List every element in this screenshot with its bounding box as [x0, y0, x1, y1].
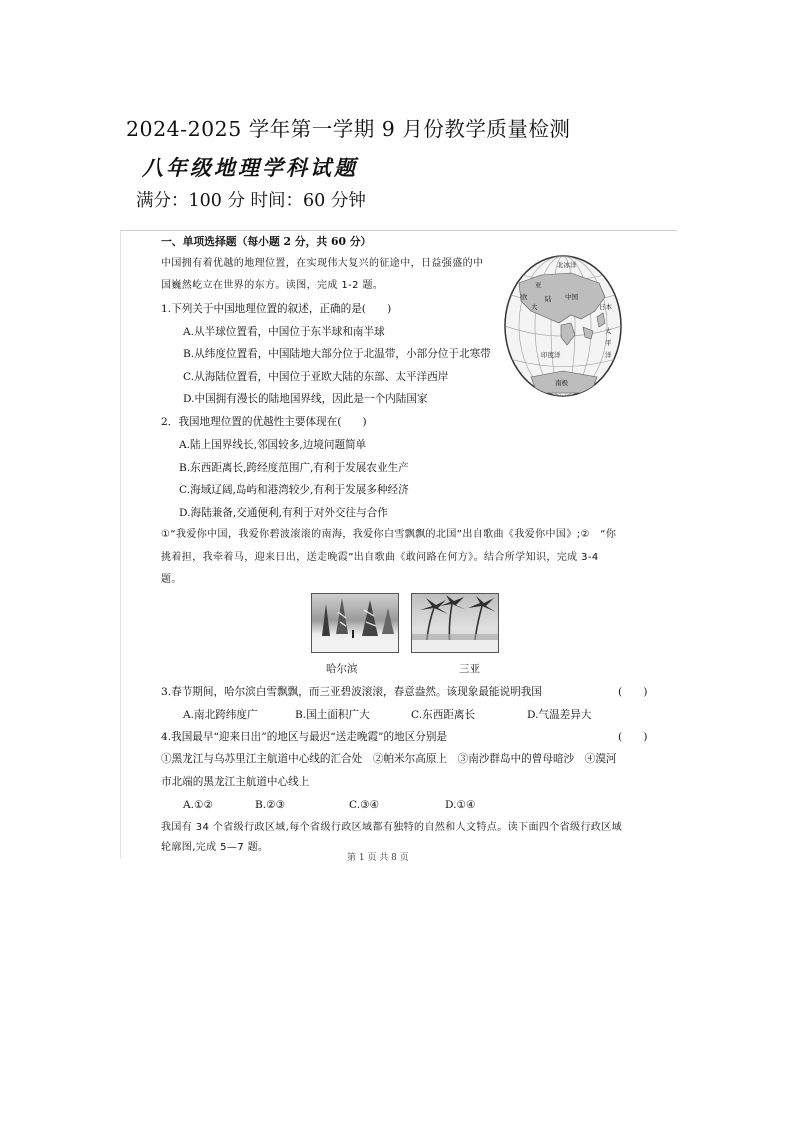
globe-label-tai: 太	[605, 327, 612, 335]
harbin-caption: 哈尔滨	[326, 663, 358, 675]
section-heading: 一、单项选择题（每小题 2 分，共 60 分）	[161, 235, 372, 248]
q4-detail-line-2: 市北端的黑龙江主航道中心线上	[161, 776, 310, 788]
q4-detail-line-1: ①黑龙江与乌苏里江主航道中心线的汇合处 ②帕米尔高原上 ③南沙群岛中的曾母暗沙 ④漠河	[161, 753, 617, 765]
q2-option-b: B.东西距离长,跨经度范围广,有利于发展农业生产	[179, 462, 409, 474]
globe-label-yang: 洋	[605, 351, 612, 359]
intro1-line-1: 中国拥有着优越的地理位置，在实现伟大复兴的征途中，日益强盛的中	[161, 258, 484, 269]
globe-label-ping: 平	[605, 339, 612, 347]
q4-option-a: A.①②	[183, 799, 214, 811]
q1-option-a: A.从半球位置看，中国位于东半球和南半球	[183, 326, 385, 338]
exam-subtitle: 八年级地理学科试题	[142, 155, 358, 180]
globe-map	[501, 253, 625, 399]
q4-answer-paren: ( )	[618, 731, 648, 743]
q3-stem: 3.春节期间，哈尔滨白雪飘飘，而三亚碧波滚滚，春意盎然。该现象最能说明我国	[161, 686, 542, 698]
q3-answer-paren: ( )	[618, 686, 648, 698]
globe-label-ou: 欧	[521, 293, 528, 301]
q3-option-b: B.国土面积广大	[295, 709, 370, 721]
globe-label-japan: 日本	[599, 303, 612, 311]
q4-option-b: B.②③	[255, 799, 286, 811]
exam-meta: 满分：100 分 时间：60 分钟	[136, 191, 366, 211]
q3-option-a: A.南北跨纬度广	[183, 709, 258, 721]
q4-stem: 4.我国最早“迎来日出”的地区与最迟“送走晚霞”的地区分别是	[161, 731, 448, 743]
intro2-line-3: 题。	[161, 574, 182, 585]
globe-label-arctic: 北冰洋	[557, 261, 577, 269]
scanned-page	[120, 230, 677, 863]
globe-label-lu: 陆	[545, 295, 552, 303]
intro1-line-2: 国巍然屹立在世界的东方。读图，完成 1-2 题。	[161, 280, 384, 291]
intro3-line-1: 我国有 34 个省级行政区域,每个省级行政区域都有独特的自然和人文特点。读下面四个省级行政区域	[161, 822, 623, 833]
q1-option-b: B.从纬度位置看，中国陆地大部分位于北温带，小部分位于北寒带	[183, 348, 491, 360]
q2-option-c: C.海域辽阔,岛屿和港湾较少,有利于发展多种经济	[179, 484, 409, 496]
globe-label-indian-ocean: 印度洋	[541, 351, 561, 359]
q2-option-d: D.海陆兼备,交通便利,有利于对外交往与合作	[179, 507, 388, 519]
harbin-photo	[311, 593, 399, 653]
q1-option-c: C.从海陆位置看，中国位于亚欧大陆的东部、太平洋西岸	[183, 371, 449, 383]
globe-label-china: 中国	[565, 293, 578, 301]
q3-option-c: C.东西距离长	[411, 709, 476, 721]
q1-option-d: D.中国拥有漫长的陆地国界线，因此是一个内陆国家	[183, 393, 428, 405]
intro2-line-1: ①“我爱你中国，我爱你碧波滚滚的南海，我爱你白雪飘飘的北国”出自歌曲《我爱你中国》;② “你	[161, 529, 617, 540]
sanya-photo	[411, 593, 499, 653]
q2-option-a: A.陆上国界线长,邻国较多,边境问题简单	[179, 439, 367, 451]
globe-label-da: 大	[531, 303, 538, 311]
q3-option-d: D.气温差异大	[527, 709, 592, 721]
globe-label-antarctica: 南极	[555, 379, 568, 387]
intro3-line-2: 轮廓图,完成 5—7 题。	[161, 842, 269, 853]
page-footer: 第 1 页 共 8 页	[347, 853, 409, 863]
q1-stem: 1.下列关于中国地理位置的叙述，正确的是( )	[161, 303, 392, 315]
q2-stem: 2．我国地理位置的优越性主要体现在( )	[161, 416, 367, 428]
sanya-caption: 三亚	[459, 663, 480, 675]
exam-title: 2024-2025 学年第一学期 9 月份教学质量检测	[126, 117, 571, 141]
intro2-line-2: 挑着担，我牵着马，迎来日出，送走晚霞”出自歌曲《敢问路在何方》。结合所学知识，完成 3-4	[161, 552, 599, 563]
q4-option-d: D.①④	[445, 799, 476, 811]
globe-label-ya: 亚	[535, 281, 542, 289]
q4-option-c: C.③④	[349, 799, 380, 811]
